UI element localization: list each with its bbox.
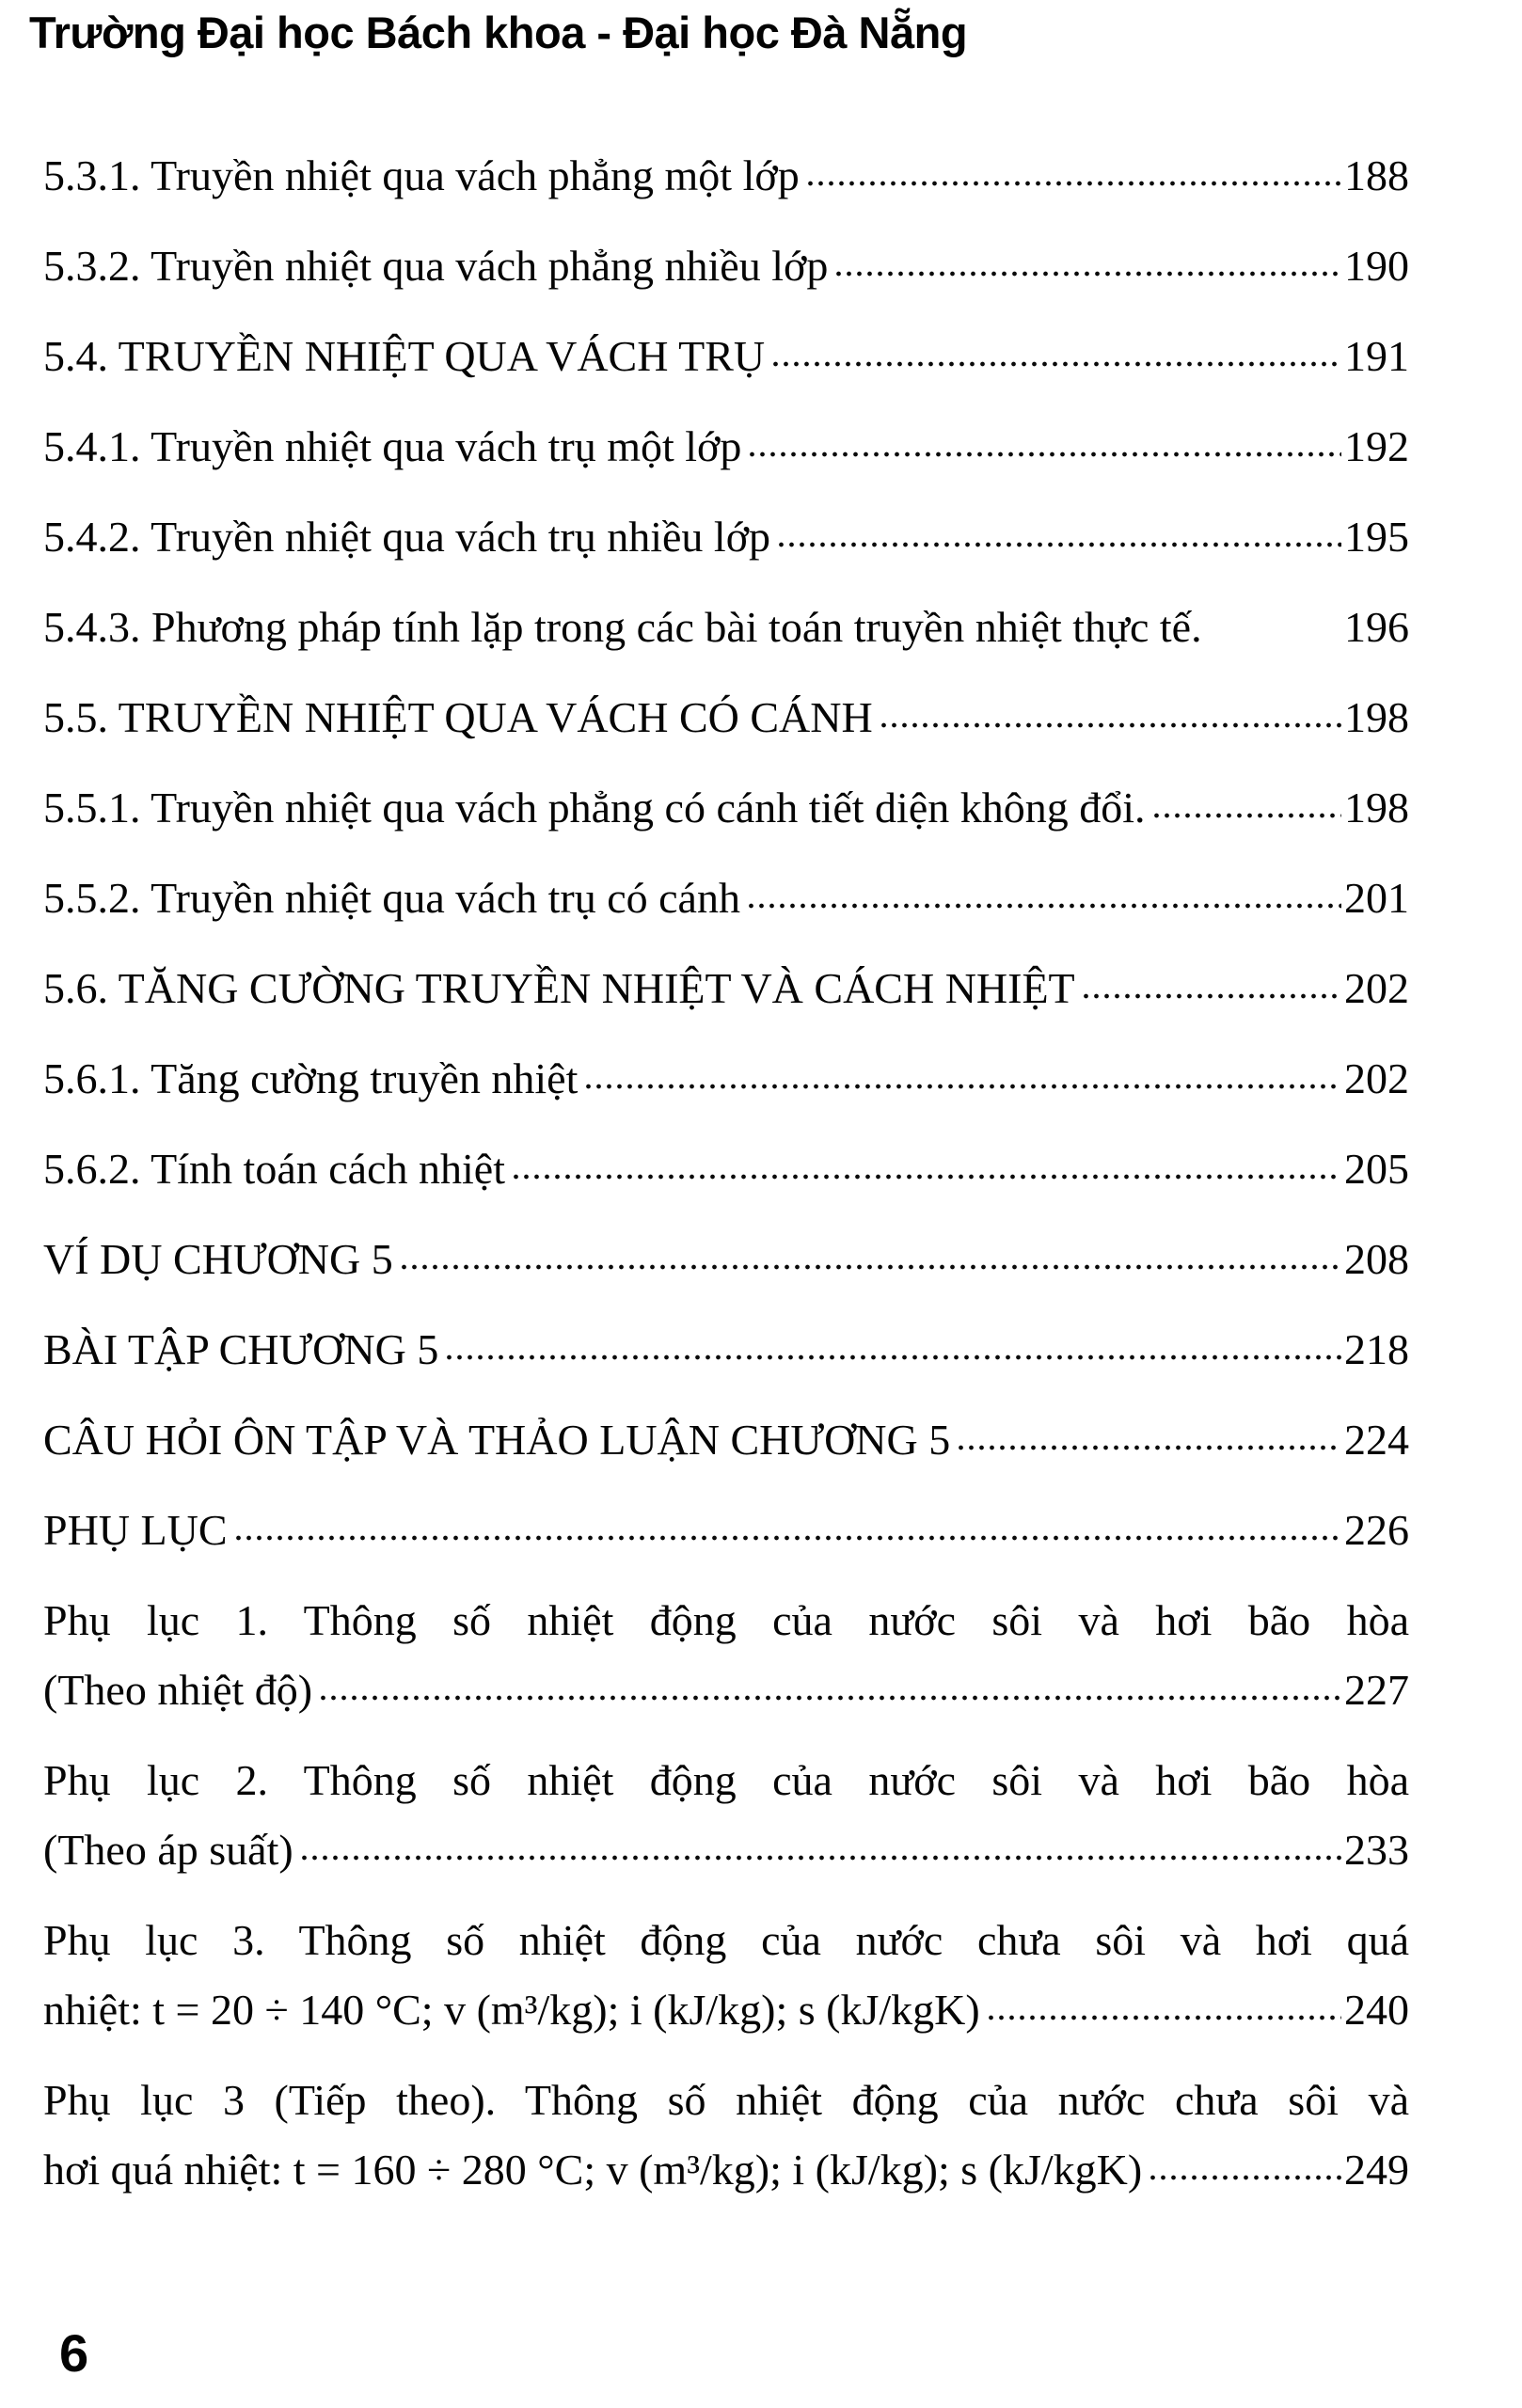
toc-entry-row	[43, 322, 1409, 391]
toc-entry-title: hơi quá nhiệt: t = 160 ÷ 280 °C; v (m³/kg); i (kJ/kg); s (kJ/kgK)	[43, 2146, 1143, 2194]
toc-entry	[43, 1134, 1409, 1204]
toc-entry-wrapped-line: Phụ lục 3. Thông số nhiệt động của nước chưa sôi và hơi quá	[43, 1916, 1409, 1964]
toc-entry-row	[43, 863, 1409, 933]
dot-leader	[399, 1263, 1341, 1271]
toc-entry	[43, 2066, 1409, 2205]
toc-entry-page-number: 198	[1344, 693, 1409, 741]
toc-entry	[43, 683, 1409, 752]
toc-entry-row	[43, 954, 1409, 1023]
toc-entry-row	[43, 1815, 1409, 1885]
dot-leader	[1151, 812, 1341, 819]
dot-leader	[444, 1354, 1341, 1361]
toc-entry-page-number: 218	[1344, 1325, 1409, 1373]
toc-entry-title: 5.4.1. Truyền nhiệt qua vách trụ một lớp	[43, 422, 742, 470]
toc-entry-row	[43, 141, 1409, 211]
dot-leader	[776, 541, 1341, 548]
toc-entry-page-number: 227	[1344, 1666, 1409, 1714]
toc-entry-title: CÂU HỎI ÔN TẬP VÀ THẢO LUẬN CHƯƠNG 5	[43, 1416, 951, 1464]
toc-entry-row	[43, 773, 1409, 843]
toc-entry	[43, 593, 1409, 662]
toc-entry	[43, 1315, 1409, 1385]
toc-entry-page-number: 208	[1344, 1235, 1409, 1283]
dot-leader	[511, 1173, 1341, 1180]
toc-entry-page-number: 198	[1344, 784, 1409, 832]
dot-leader	[746, 902, 1341, 910]
toc-entry-page-number: 196	[1344, 603, 1409, 651]
toc-entry	[43, 1225, 1409, 1294]
toc-entry-page-number: 240	[1344, 1986, 1409, 2034]
toc-entry-row	[43, 1225, 1409, 1294]
toc-entry-title: BÀI TẬP CHƯƠNG 5	[43, 1325, 439, 1373]
dot-leader	[956, 1444, 1341, 1451]
toc-entry-title: 5.6.1. Tăng cường truyền nhiệt	[43, 1054, 579, 1102]
dot-leader	[805, 180, 1341, 187]
toc-entry-title: 5.3.1. Truyền nhiệt qua vách phẳng một lớp	[43, 151, 800, 199]
toc-entry-title: 5.5.2. Truyền nhiệt qua vách trụ có cánh	[43, 874, 740, 922]
toc-entry-title: (Theo nhiệt độ)	[43, 1666, 313, 1714]
toc-entry-page-number: 205	[1344, 1145, 1409, 1193]
toc-entry-row	[43, 502, 1409, 572]
toc-entry-title: nhiệt: t = 20 ÷ 140 °C; v (m³/kg); i (kJ/kg); s (kJ/kgK)	[43, 1986, 980, 2034]
toc-entry-page-number: 249	[1344, 2146, 1409, 2194]
toc-entry-page-number: 233	[1344, 1826, 1409, 1874]
toc-entry-title: 5.5.1. Truyền nhiệt qua vách phẳng có cánh tiết diện không đổi.	[43, 784, 1146, 832]
toc-entry-page-number: 195	[1344, 513, 1409, 561]
toc-entry-row	[43, 1044, 1409, 1114]
dot-leader	[233, 1534, 1341, 1542]
toc-entry	[43, 1496, 1409, 1565]
toc-entry-wrapped-line: Phụ lục 1. Thông số nhiệt động của nước sôi và hơi bão hòa	[43, 1596, 1409, 1644]
toc-entry-title: 5.4. TRUYỀN NHIỆT QUA VÁCH TRỤ	[43, 332, 766, 380]
toc-entry-page-number: 188	[1344, 151, 1409, 199]
dot-leader	[986, 2014, 1341, 2021]
dot-leader	[299, 1854, 1341, 1861]
toc-entry	[43, 412, 1409, 482]
toc-entry-row	[43, 412, 1409, 482]
toc-entry	[43, 1906, 1409, 2045]
toc-entry	[43, 1586, 1409, 1725]
toc-entry-row	[43, 1405, 1409, 1475]
dot-leader	[1202, 631, 1344, 639]
toc-entry-wrapped-line: Phụ lục 2. Thông số nhiệt động của nước sôi và hơi bão hòa	[43, 1756, 1409, 1804]
page-header: Trường Đại học Bách khoa - Đại học Đà Nẵng	[29, 8, 968, 57]
toc-entry-row	[43, 1975, 1409, 2045]
toc-entry-title: 5.6.2. Tính toán cách nhiệt	[43, 1145, 505, 1193]
toc-entry-title: VÍ DỤ CHƯƠNG 5	[43, 1235, 393, 1283]
toc-entry-page-number: 192	[1344, 422, 1409, 470]
toc-entry	[43, 231, 1409, 301]
page-number: 6	[59, 2323, 89, 2383]
toc-entry-page-number: 202	[1344, 964, 1409, 1012]
toc-entry-title: (Theo áp suất)	[43, 1826, 293, 1874]
toc-entry-title: PHỤ LỤC	[43, 1506, 228, 1554]
dot-leader	[833, 270, 1341, 277]
toc-entry-row	[43, 1134, 1409, 1204]
toc-entry-row	[43, 1315, 1409, 1385]
toc-entry	[43, 502, 1409, 572]
toc-entry-row	[43, 683, 1409, 752]
dot-leader	[770, 360, 1341, 368]
toc-entry	[43, 1405, 1409, 1475]
toc-entry-row	[43, 2135, 1409, 2205]
toc-entry	[43, 1746, 1409, 1885]
toc-entry-row	[43, 1496, 1409, 1565]
dot-leader	[879, 721, 1341, 729]
toc-entry-title: 5.3.2. Truyền nhiệt qua vách phẳng nhiều lớp	[43, 242, 829, 290]
toc-entry-row	[43, 231, 1409, 301]
toc-entry	[43, 863, 1409, 933]
table-of-contents	[43, 141, 1409, 2226]
toc-entry-title: 5.6. TĂNG CƯỜNG TRUYỀN NHIỆT VÀ CÁCH NHIỆT	[43, 964, 1075, 1012]
dot-leader	[1148, 2174, 1341, 2181]
dot-leader	[747, 451, 1341, 458]
toc-entry	[43, 322, 1409, 391]
toc-entry-page-number: 226	[1344, 1506, 1409, 1554]
toc-entry-page-number: 202	[1344, 1054, 1409, 1102]
dot-leader	[318, 1694, 1341, 1702]
toc-entry-page-number: 190	[1344, 242, 1409, 290]
toc-entry	[43, 954, 1409, 1023]
toc-entry-title: 5.4.2. Truyền nhiệt qua vách trụ nhiều lớp	[43, 513, 771, 561]
toc-entry	[43, 1044, 1409, 1114]
toc-entry-page-number: 201	[1344, 874, 1409, 922]
toc-entry-wrapped-line: Phụ lục 3 (Tiếp theo). Thông số nhiệt động của nước chưa sôi và	[43, 2076, 1409, 2124]
dot-leader	[583, 1083, 1341, 1090]
toc-entry-title: 5.5. TRUYỀN NHIỆT QUA VÁCH CÓ CÁNH	[43, 693, 873, 741]
toc-entry-row	[43, 593, 1409, 662]
toc-entry-page-number: 191	[1344, 332, 1409, 380]
dot-leader	[1081, 992, 1341, 1000]
toc-entry	[43, 141, 1409, 211]
toc-entry-row	[43, 1656, 1409, 1725]
toc-entry-title: 5.4.3. Phương pháp tính lặp trong các bài toán truyền nhiệt thực tế.	[43, 603, 1202, 651]
toc-entry-page-number: 224	[1344, 1416, 1409, 1464]
toc-entry	[43, 773, 1409, 843]
